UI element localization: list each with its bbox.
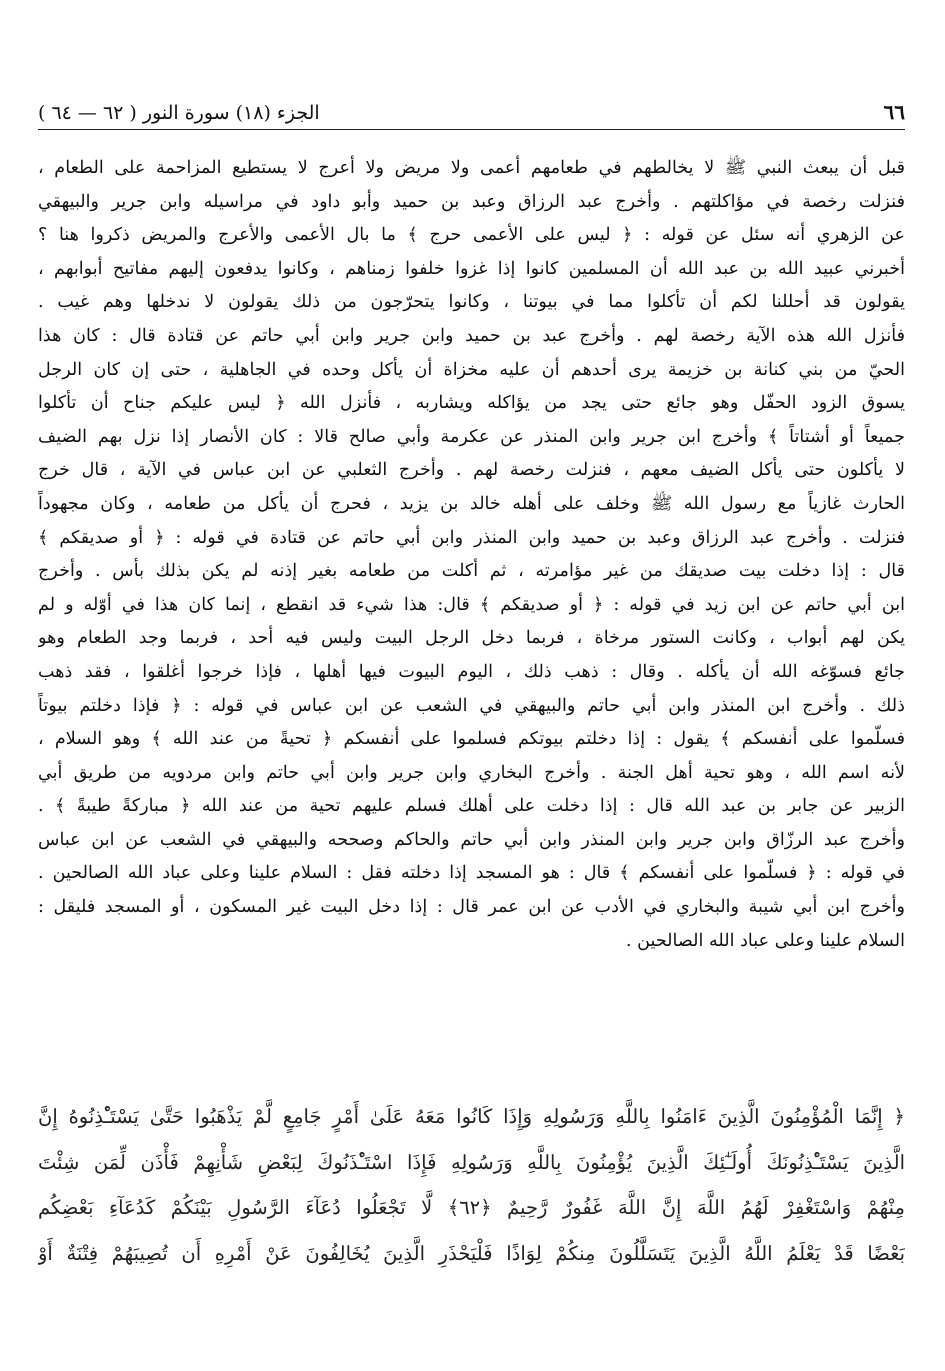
- text-line: فنزلت رخصة في مؤاكلتهم . وأخرج عبد الرزاق وعبد بن حميد وأبو داود في مراسيله وابن جرير والبيهقي: [38, 191, 905, 212]
- verse-line: بَعْضًا قَدْ يَعْلَمُ اللَّهُ الَّذِينَ يَتَسَلَّلُونَ مِنكُمْ لِوَاذًا فَلْيَحْذَرِ الَّذِينَ يُخَالِفُونَ عَنْ أَمْرِهِ أَن تُصِيبَهُمْ فِتْنَةٌ أَوْ: [38, 1241, 905, 1265]
- running-title: الجزء (١٨) سورة النور ( ٦٢ — ٦٤ ): [38, 102, 320, 124]
- text-line: الحيّ من بني كنانة بن خزيمة يرى أحدهم أن عليه مخزاة أن يأكل وحده في الجاهلية ، حتى إن كان الرجل: [38, 359, 905, 380]
- verse-line: ﴿ إِنَّمَا الْمُؤْمِنُونَ الَّذِينَ ءَامَنُوا بِاللَّهِ وَرَسُولِهِ وَإِذَا كَانُوا مَعَهُ عَلَىٰ أَمْرٍ جَامِعٍ لَّمْ يَذْهَبُوا حَتَّىٰ يَسْتَـْٔذِنُوهُ إِنَّ: [38, 1105, 905, 1128]
- text-line: لأنه اسم الله ، وهو تحية أهل الجنة . وأخرج البخاري وابن جرير وابن أبي حاتم وابن مردويه من طريق أبي: [38, 762, 905, 783]
- text-line: جميعاً أو أشتاتاً ﴾ وأخرج ابن جرير وابن المنذر عن عكرمة وأبي صالح قالا : كان الأنصار إذا نزل بهم الضيف: [38, 426, 905, 447]
- text-line: الحارث غازياً مع رسول الله ﷺ وخلف على أهله خالد بن يزيد ، فحرج أن يأكل من طعامه ، وكان مجهوداً: [38, 493, 905, 514]
- text-line: يقولون قد أحللنا لكم أن تأكلوا مما في بيوتنا ، وكانوا يتحرّجون من ذلك يقولون لا ندخلها وهم غيب .: [38, 292, 905, 313]
- text-line: فأنزل الله هذه الآية رخصة لهم . وأخرج عبد بن حميد وابن جرير وابن أبي حاتم عن قتادة قال : كان هذا: [38, 325, 905, 346]
- text-line: في قوله : ﴿ فسلّموا على أنفسكم ﴾ قال : هو المسجد إذا دخلته فقل : السلام علينا وعلى عباد الله الصالحين .: [38, 863, 905, 884]
- quran-verses: [38, 1094, 905, 1276]
- verse-line: الَّذِينَ يَسْتَـْٔذِنُونَكَ أُولَـٰٓئِكَ الَّذِينَ يُؤْمِنُونَ بِاللَّهِ وَرَسُولِهِ فَإِذَا اسْتَـْٔذَنُوكَ لِبَعْضِ شَأْنِهِمْ فَأْذَن لِّمَن شِئْتَ: [38, 1150, 905, 1174]
- text-line: فسلّموا على أنفسكم ﴾ يقول : إذا دخلتم بيوتكم فسلموا على أنفسكم ﴿ تحيةً من عند الله ﴾ وهو السلام ،: [38, 729, 905, 750]
- text-line: وأخرج ابن أبي شيبة والبخاري في الأدب عن ابن عمر قال : إذا دخل البيت غير المسكون ، أو المسجد فليقل :: [38, 897, 905, 918]
- verse-line: مِنْهُمْ وَاسْتَغْفِرْ لَهُمُ اللَّهَ إِنَّ اللَّهَ غَفُورٌ رَّحِيمٌ ﴿٦٢﴾ لَّا تَجْعَلُوا دُعَآءَ الرَّسُولِ بَيْنَكُمْ كَدُعَآءِ بَعْضِكُم: [38, 1196, 905, 1219]
- text-line: أخبرني عبيد الله بن عبد الله أن المسلمين كانوا إذا غزوا خلفوا زمناهم ، وكانوا يدفعون إليهم مفاتيح أبوابهم ،: [38, 258, 905, 279]
- text-line: يكن لهم أبواب ، وكانت الستور مرخاة ، فربما دخل الرجل البيت وليس فيه أحد ، فربما وجد الطعام وهو: [38, 628, 905, 649]
- text-line: قبل أن يبعث النبي ﷺ لا يخالطهم في طعامهم أعمى ولا مريض ولا أعرج لا يستطيع المزاحمة على الطعام ،: [38, 158, 905, 178]
- page-number: ٦٦: [883, 100, 905, 124]
- text-line: لا يأكلون حتى يأكل الضيف معهم ، فنزلت رخصة لهم . وأخرج الثعلبي عن ابن عباس في الآية ، قال خرج: [38, 460, 905, 481]
- text-line: السلام علينا وعلى عباد الله الصالحين .: [625, 930, 905, 951]
- text-line: وأخرج عبد الرزّاق وابن جرير وابن المنذر وابن أبي حاتم والحاكم وصححه والبيهقي في الشعب عن ابن عباس: [38, 829, 905, 850]
- page-header: [38, 96, 905, 130]
- commentary-text: [38, 152, 905, 958]
- text-line: ذلك . وأخرج ابن المنذر وابن أبي حاتم والبيهقي في الشعب عن ابن عباس في قوله : ﴿ فإذا دخلتم بيوتاً: [38, 695, 905, 716]
- text-line: يسوق الزود الحفّل وهو جائع حتى يجد من يؤاكله ويشاربه ، فأنزل الله ﴿ ليس عليكم جناح أن تأكلوا: [38, 393, 905, 414]
- text-line: ابن أبي حاتم عن ابن زيد في قوله : ﴿ أو صديقكم ﴾ قال: هذا شيء قد انقطع ، إنما كان هذا في أوّله و لم: [38, 594, 905, 615]
- text-line: الزبير عن جابر بن عبد الله قال : إذا دخلت على أهلك فسلم عليهم تحية من عند الله ﴿ مباركةً طيبةً ﴾ .: [38, 796, 905, 817]
- text-line: قال : إذا دخلت بيت صديقك من غير مؤامرته ، ثم أكلت من طعامه بغير إذنه لم يكن بذلك بأس . وأخرج: [38, 561, 905, 582]
- text-line: جائع فسوّغه الله أن يأكله . وقال : ذهب ذلك ، اليوم البيوت فيها أهلها ، فإذا خرجوا أغلقوا ، فقد ذهب: [38, 661, 905, 682]
- text-line: عن الزهري أنه سئل عن قوله : ﴿ ليس على الأعمى حرج ﴾ ما بال الأعمى والأعرج والمريض ذكروا هنا ؟: [38, 225, 905, 246]
- text-line: فنزلت . وأخرج عبد الرزاق وعبد بن حميد وابن المنذر وابن أبي حاتم عن قتادة في قوله : ﴿ أو صديقكم ﴾: [38, 527, 905, 548]
